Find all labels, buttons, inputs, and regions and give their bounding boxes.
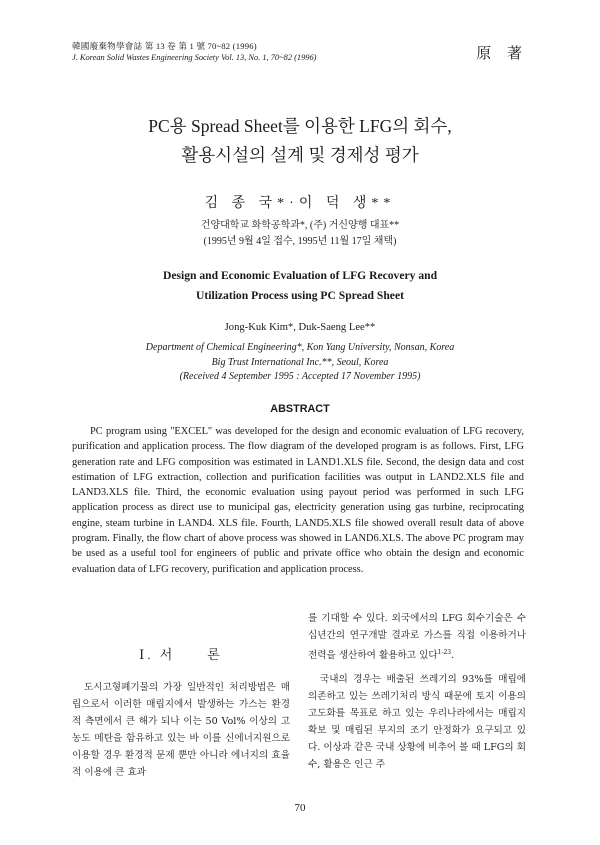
body-right-column	[308, 610, 526, 773]
affiliation-en-line2: Big Trust International Inc.**, Seoul, Korea	[211, 356, 389, 368]
intro-paragraph-right-2: 국내의 경우는 배출된 쓰레기의 93%를 매립에 의존하고 있는 쓰레기처리 방식 때문에 토지 이용의 고도화를 목표로 하고 있는 우리나라에서는 매립지 확보 및 매립된 부지의 조기 안정화가 요구되고 있다. 이상과 같은 국내 상황에 비추어 볼 때 LFG의 회수, 활용은 인근 주	[308, 674, 527, 771]
page-number: 70	[294, 802, 306, 814]
title-ko-line2: 활용시설의 설계 및 경제성 평가	[181, 145, 419, 165]
title-en-line1: Design and Economic Evaluation of LFG Recovery and	[162, 269, 438, 282]
intro-paragraph-right-1	[308, 610, 526, 664]
abstract-heading: ABSTRACT	[270, 403, 330, 415]
affiliation-en-line1: Department of Chemical Engineering*, Kon Yang University, Nonsan, Korea	[145, 342, 455, 353]
title-ko	[0, 112, 600, 170]
intro-paragraph-right-1-end: .	[451, 650, 455, 662]
article-type-label: 原 著	[476, 46, 528, 62]
title-ko-line1: PC용 Spread Sheet를 이용한 LFG의 회수,	[148, 116, 452, 136]
received-accepted-dates: (Received 4 September 1995 : Accepted 17 November 1995)	[179, 371, 421, 382]
affiliation-en	[0, 341, 600, 385]
section-title-introduction: Ⅰ. 서 론	[139, 647, 223, 662]
body-left-column	[72, 624, 290, 781]
intro-paragraph-right-1-text: 를 기대할 수 있다. 외국에서의 LFG 회수기술은 수십년간의 연구개발 결과로 가스를 직접 이용하거나 전력을 생산하여 활용하고 있다	[308, 613, 526, 662]
reference-citation: 1-23	[437, 649, 452, 656]
affiliation-ko: 건양대학교 화학공학과*, (주) 거신양행 대표**	[200, 220, 400, 231]
title-en-line2: Utilization Process using PC Spread Sheet	[196, 289, 404, 302]
journal-header-en: J. Korean Solid Wastes Engineering Society Vol. 13, No. 1, 70~82 (1996)	[72, 53, 317, 62]
authors-en: Jong-Kuk Kim*, Duk-Saeng Lee**	[224, 322, 376, 333]
authors-ko: 김 종 국*·이 덕 생**	[204, 196, 396, 211]
title-en	[0, 266, 600, 306]
dates-ko: (1995년 9월 4일 접수, 1995년 11월 17일 채택)	[203, 236, 397, 247]
abstract-text: PC program using "EXCEL" was developed for the design and economic evaluation of LFG recovery, purification and application process. The flow diagram of the developed program is as follows. First, LFG generation rate and LFG composition was estimated in LAND1.XLS file. Second, the design data and cost estimation of LFG extraction, collection and purification facilities was output in LAND2.XLS file and LAND3.XLS file. Third, the economic evaluation using payout period was performed in such LFG application process as direct use to municipal gas, electricity generation using gas turbine, reciprocating engine, steam turbine in LAND4. XLS file. Fourth, LAND5.XLS file showed overall result data of above program. Finally, the flow chart of above process was showed in LAND6.XLS. The above PC program may be used as a useful tool for engineers of public and private office who obtain the design and economic evaluation data of LFG recovery, purification and application process.	[72, 426, 524, 575]
intro-paragraph-left: 도시고형폐기물의 가장 일반적인 처리방법은 매립으로서 이러한 매립지에서 발생하는 가스는 환경적 측면에서 큰 해가 되나 이는 50 Vol% 이상의 고농도 메탄을 함유하고 있는 바 이를 신에너지원으로 이용할 경우 환경적 문제 뿐만 아니라 에너지의 효율적 이용에 큰 효과	[72, 682, 290, 778]
journal-header-ko: 韓國廢棄物學會誌 第 13 卷 第 1 號 70~82 (1996)	[72, 41, 257, 51]
